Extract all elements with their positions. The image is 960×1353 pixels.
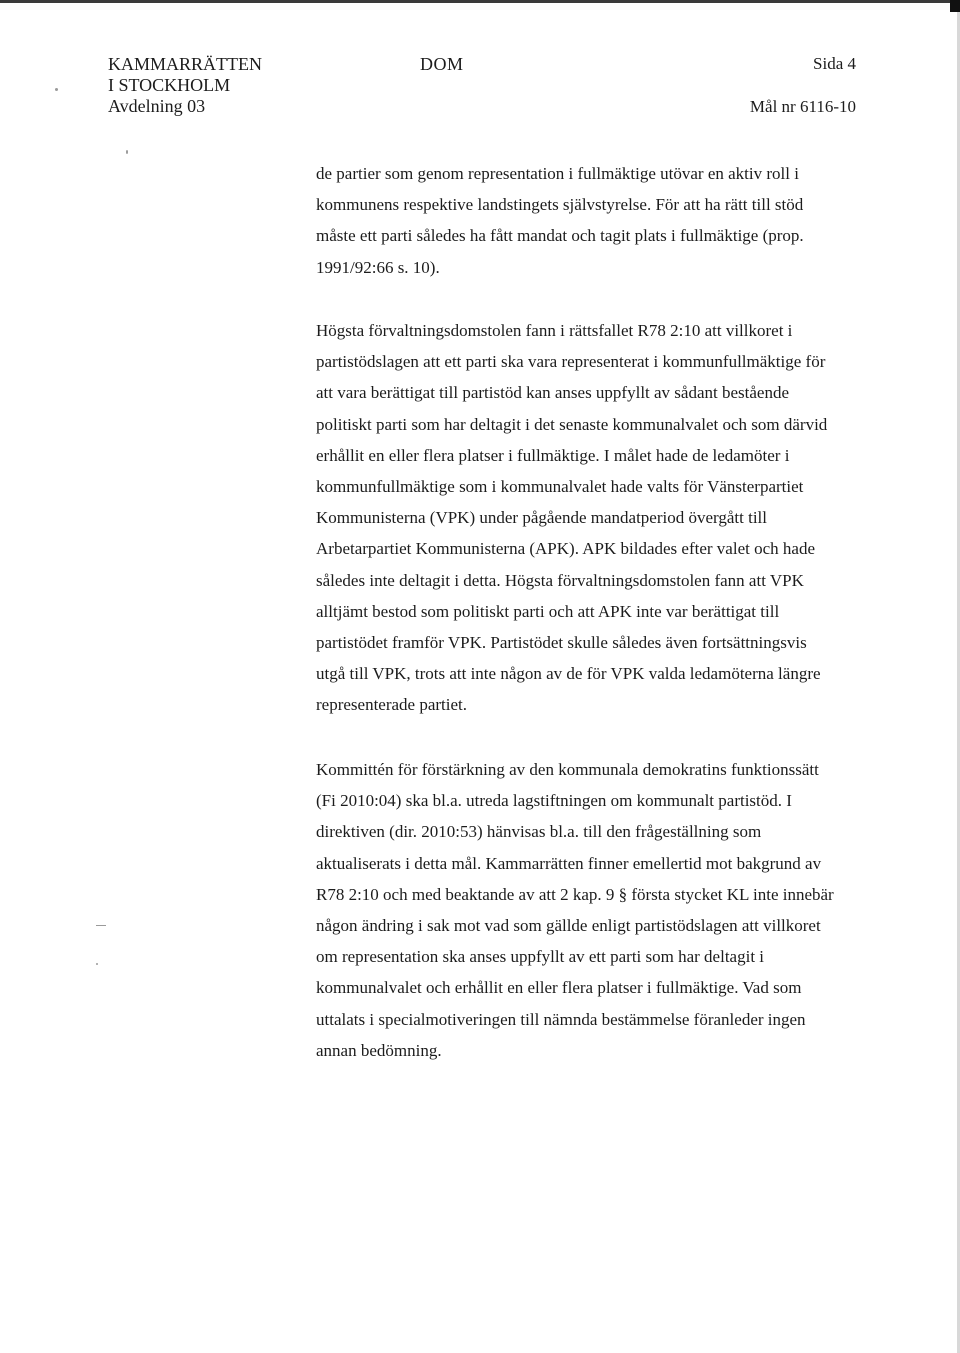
text-line: Högsta förvaltningsdomstolen fann i rättsfallet R78 2:10 att villkoret i: [316, 321, 793, 340]
court-header: [108, 54, 262, 117]
text-line: representerade partiet.: [316, 695, 468, 715]
scan-speck: [96, 963, 98, 965]
text-line: partistödet framför VPK. Partistödet skulle således även fortsättningsvis: [316, 633, 807, 653]
court-division: Avdelning 03: [108, 96, 206, 116]
text-line: Kommittén för förstärkning av den kommunala demokratins funktionssätt: [316, 760, 819, 779]
text-line: 1991/92:66 s. 10).: [316, 257, 440, 277]
text-line: R78 2:10 och med beaktande av att 2 kap. 9 § första stycket KL inte innebär: [316, 884, 834, 904]
text-line: uttalats i specialmotiveringen till nämnda bestämmelse föranleder ingen: [316, 1009, 806, 1029]
paragraph-2: [316, 315, 876, 721]
text-line: partistödslagen att ett parti ska vara representerat i kommunfullmäktige för: [316, 352, 826, 372]
text-line: således inte deltagit i detta. Högsta förvaltningsdomstolen fann att VPK: [316, 570, 804, 590]
court-name-line1: KAMMARRÄTTEN: [108, 54, 263, 74]
text-line: direktiven (dir. 2010:53) hänvisas bl.a. till den frågeställning som: [316, 822, 762, 842]
scan-speck: [96, 925, 106, 926]
text-line: utgå till VPK, trots att inte någon av de för VPK valda ledamöterna längre: [316, 664, 821, 684]
text-line: att vara berättigat till partistöd kan anses uppfyllt av sådant bestående: [316, 383, 790, 403]
text-line: kommunalvalet och erhållit en eller flera platser i fullmäktige. Vad som: [316, 978, 802, 998]
scan-edge-top: [0, 0, 960, 3]
text-line: politiskt parti som har deltagit i det senaste kommunalvalet och som därvid: [316, 414, 828, 434]
text-line: de partier som genom representation i fullmäktige utövar en aktiv roll i: [316, 164, 799, 183]
text-line: Kommunisterna (VPK) under pågående mandatperiod övergått till: [316, 508, 768, 528]
scan-corner-mark: [950, 0, 960, 12]
court-name-line2: I STOCKHOLM: [108, 75, 231, 95]
text-line: annan bedömning.: [316, 1040, 442, 1060]
document-type: DOM: [420, 54, 464, 74]
scan-speck: [55, 88, 58, 91]
text-line: någon ändring i sak mot vad som gällde enligt partistödslagen att villkoret: [316, 916, 821, 936]
text-line: Arbetarpartiet Kommunisterna (APK). APK bildades efter valet och hade: [316, 539, 815, 559]
page-number: Sida 4: [813, 54, 856, 73]
paragraph-3: [316, 754, 876, 1066]
paragraph-1: [316, 158, 876, 283]
case-number: Mål nr 6116-10: [749, 97, 856, 116]
text-line: kommunfullmäktige som i kommunalvalet hade valts för Vänsterpartiet: [316, 477, 804, 497]
text-line: erhållit en eller flera platser i fullmäktige. I målet hade de ledamöter i: [316, 445, 790, 465]
text-line: aktualiserats i detta mål. Kammarrätten finner emellertid mot bakgrund av: [316, 853, 822, 873]
text-line: om representation ska anses uppfyllt av ett parti som har deltagit i: [316, 947, 765, 967]
text-line: alltjämt bestod som politiskt parti och att APK inte var berättigat till: [316, 601, 780, 621]
text-line: kommunens respektive landstingets självstyrelse. För att ha rätt till stöd: [316, 195, 804, 215]
text-line: måste ett parti således ha fått mandat och tagit plats i fullmäktige (prop.: [316, 226, 804, 246]
text-line: (Fi 2010:04) ska bl.a. utreda lagstiftningen om kommunalt partistöd. I: [316, 791, 792, 811]
scan-speck: [126, 150, 128, 154]
